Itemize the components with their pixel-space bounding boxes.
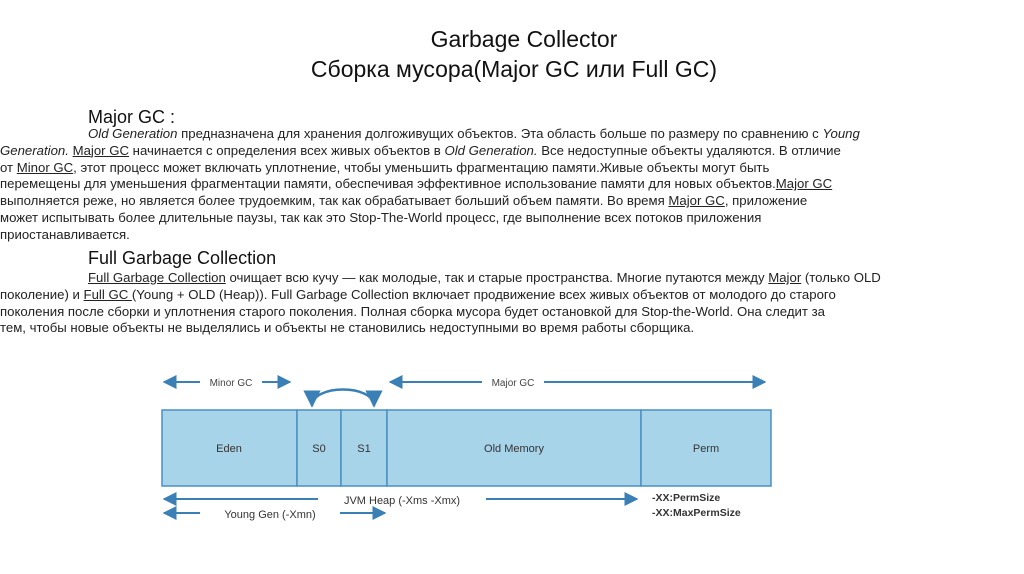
text-span: , приложение	[724, 193, 808, 209]
text-span: начинается с определения всех живых объектов в	[129, 142, 445, 158]
text-span: тем, чтобы новые объекты не выделялись и объекты не становились недоступными во время работы сборщика.	[0, 320, 695, 336]
text-span: (только OLD	[801, 270, 881, 285]
eden-label: Eden	[216, 443, 242, 455]
text-span: поколения после сборки и уплотнения старого поколения. Полная сборка мусора будет остановкой для Stop-the-World. Она следит за	[0, 303, 825, 319]
text-span: Old Generation.	[444, 142, 538, 158]
title-line-2: Сборка мусора(Major GC или Full GC)	[310, 56, 718, 82]
text-span: приостанавливается.	[0, 226, 130, 242]
minor-gc-label: Minor GC	[209, 378, 253, 389]
minor-gc-link[interactable]: Minor GC	[16, 159, 74, 175]
jvm-heap-label: JVM Heap (-Xms -Xmx)	[343, 495, 461, 507]
young-gen-label: Young Gen (-Xmn)	[224, 509, 316, 521]
text-span: Old Generation	[88, 126, 178, 141]
full-gc-link[interactable]: Full GC	[83, 286, 132, 302]
max-perm-size-label: -XX:MaxPermSize	[652, 507, 741, 519]
s0-label: S0	[312, 443, 326, 455]
major-link[interactable]: Major	[768, 270, 802, 285]
full-gc-heading: Full Garbage Collection	[88, 248, 277, 268]
major-gc-link[interactable]: Major GC	[775, 176, 833, 192]
survivor-swap-arrow	[312, 390, 374, 407]
major-gc-heading: Major GC :	[88, 107, 176, 127]
text-span: выполняется реже, но является более трудоемким, так как обрабатывает больший объем памяти. Во время	[0, 193, 669, 209]
text-span: Все недоступные объекты удаляются. В отличие	[537, 142, 841, 158]
text-span: поколение) и	[0, 286, 84, 302]
title-line-1: Garbage Collector	[430, 26, 618, 52]
perm-label: Perm	[692, 443, 720, 455]
text-span: может испытывать более длительные паузы, так как это Stop-The-World процесс, где выполнение всех потоков приложения	[0, 209, 762, 225]
old-memory-label: Old Memory	[484, 443, 544, 455]
major-gc-label: Major GC	[491, 378, 535, 389]
text-span: очищает всю кучу — как молодые, так и старые пространства. Многие путаются между	[225, 270, 769, 285]
full-gc-link[interactable]: Full Garbage Collection	[88, 270, 226, 285]
text-span: , этот процесс может включать уплотнение, чтобы уменьшить фрагментацию памяти.Живые объекты могут быть	[73, 159, 770, 175]
text-span: предназначена для хранения долгоживущих объектов. Эта область больше по размеру по сравнению с	[177, 126, 823, 141]
text-span: от	[0, 159, 17, 175]
perm-size-label: -XX:PermSize	[652, 492, 721, 504]
major-gc-link[interactable]: Major GC	[668, 193, 725, 209]
text-span: Young	[822, 126, 860, 141]
text-span: перемещены для уменьшения фрагментации памяти, обеспечивая эффективное использование памяти для новых объектов.	[0, 176, 776, 192]
major-gc-link[interactable]: Major GC	[72, 142, 130, 158]
memory-bar	[162, 410, 771, 486]
text-span: (Young + OLD (Heap)). Full Garbage Collection включает продвижение всех живых объектов от молодого до старого	[131, 286, 836, 302]
s1-label: S1	[357, 443, 371, 455]
text-span: Generation.	[0, 142, 69, 158]
